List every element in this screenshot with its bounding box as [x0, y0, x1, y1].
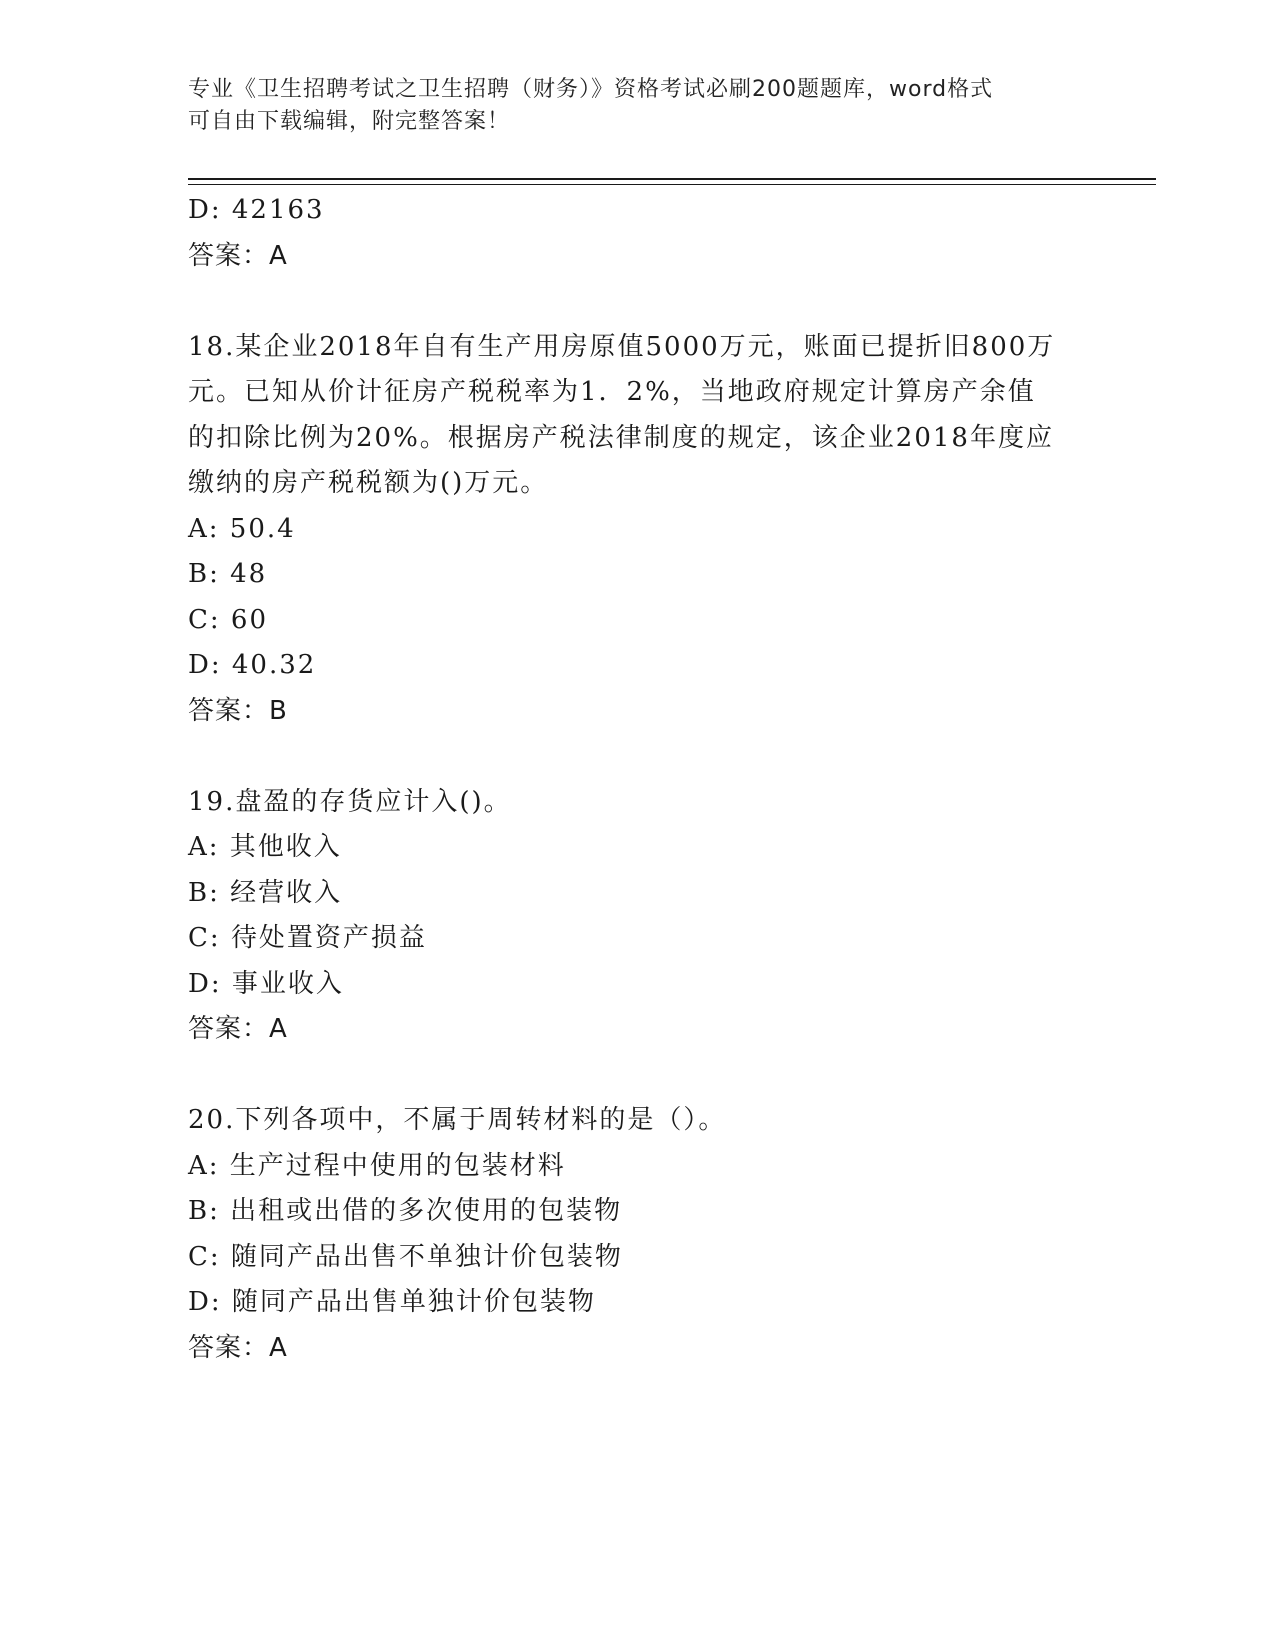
option-d: D: 随同产品出售单独计价包装物 [188, 1287, 596, 1317]
header-divider-thin [188, 184, 1156, 185]
option-c: C: 待处置资产损益 [188, 923, 427, 953]
option-b: B: 经营收入 [188, 877, 343, 908]
option-b: B: 48 [188, 559, 268, 589]
question-19 [188, 780, 1088, 1053]
answer-line: 答案：A [188, 1014, 288, 1044]
question-20 [188, 1098, 1088, 1371]
option-a: A: 生产过程中使用的包装材料 [188, 1150, 566, 1181]
answer-line: 答案：B [188, 695, 288, 726]
spacer [188, 1053, 1088, 1099]
answer-line: 答案：A [188, 240, 288, 271]
question-text-line: 元。已知从价计征房产税税率为1．2%，当地政府规定计算房产余值 [188, 377, 1036, 407]
question-text-line: 19.盘盈的存货应计入()。 [188, 786, 512, 817]
option-d: D: 事业收入 [188, 968, 344, 999]
question-18 [188, 325, 1088, 735]
option-b: B: 出租或出借的多次使用的包装物 [188, 1196, 623, 1226]
option-c: C: 60 [188, 604, 269, 635]
option-c: C: 随同产品出售不单独计价包装物 [188, 1241, 623, 1272]
question-text-line: 缴纳的房产税税额为()万元。 [188, 468, 549, 498]
header-title-line-2: 可自由下载编辑，附完整答案！ [188, 109, 511, 134]
header-title-line-1: 专业《卫生招聘考试之卫生招聘（财务）》资格考试必刷200题题库，word格式 [188, 77, 994, 102]
spacer [188, 734, 1088, 780]
header-divider-thick [188, 178, 1156, 180]
option-d: D: 40.32 [188, 650, 317, 680]
question-text-line: 的扣除比例为20%。根据房产税法律制度的规定，该企业2018年度应 [188, 422, 1054, 453]
page-header [188, 74, 1088, 138]
option-a: A: 50.4 [188, 513, 296, 544]
spacer [188, 279, 1088, 325]
question-list [188, 188, 1088, 1371]
question-17-tail [188, 188, 1088, 279]
question-text-line: 18.某企业2018年自有生产用房原值5000万元，账面已提折旧800万 [188, 331, 1056, 362]
question-text-line: 20.下列各项中，不属于周转材料的是（）。 [188, 1105, 727, 1135]
option-a: A: 其他收入 [188, 832, 342, 862]
option-d: D: 42163 [188, 195, 325, 225]
answer-line: 答案：A [188, 1332, 288, 1363]
